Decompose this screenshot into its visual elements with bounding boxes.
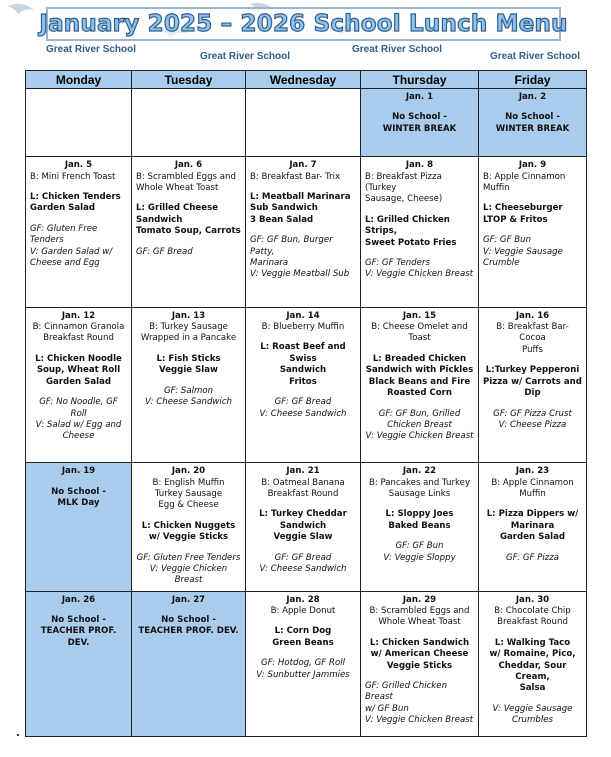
breakfast-item: B: Scrambled Eggs and: [369, 605, 470, 616]
alternative-option: Crumbles: [512, 715, 553, 726]
breakfast-item: Puffs: [522, 344, 543, 355]
day-cell: [479, 463, 587, 591]
lunch-item: L: Meatball Marinara: [250, 192, 351, 203]
date-label: Jan. 12: [61, 310, 96, 321]
day-cell-no-school: [361, 89, 479, 157]
breakfast-item: B: Breakfast Bar- Cocoa: [496, 322, 569, 344]
lunch-item: L: Turkey Cheddar: [259, 509, 347, 520]
date-label: Jan. 16: [515, 310, 550, 321]
date-label: Jan. 13: [171, 310, 206, 321]
breakfast-item: Egg & Cheese: [158, 500, 219, 511]
day-cell: [479, 591, 587, 736]
alternative-option: V: Garden Salad w/: [30, 246, 113, 257]
day-header: Wednesday: [246, 71, 361, 89]
day-cell: [361, 591, 479, 736]
breakfast-item: B: Mini French Toast: [30, 171, 116, 182]
lunch-item: Dip: [524, 388, 541, 399]
breakfast-item: Whole Wheat Toast: [378, 617, 461, 628]
school-logo: [46, 44, 136, 55]
breakfast-item: B: English Muffin: [152, 477, 225, 488]
alternative-option: GF: Grilled Chicken Breast: [365, 680, 448, 703]
day-cell-empty: [26, 89, 132, 157]
date-label: Jan. 21: [286, 466, 320, 477]
lunch-item: L: Chicken Noodle: [35, 353, 122, 364]
date-label: Jan. 1: [405, 92, 434, 102]
lunch-item: Sandwich: [279, 520, 327, 531]
no-school-reason: TEACHER PROF. DEV.: [40, 626, 117, 648]
alternative-option: GF: Hotdog, GF Roll: [261, 658, 345, 669]
breakfast-item: Muffin: [483, 183, 510, 194]
lunch-item: Salsa: [519, 683, 546, 694]
breakfast-item: B: Apple Donut: [270, 605, 336, 616]
lunch-item: Garden Salad: [499, 532, 566, 543]
alternative-option: V: Veggie Chicken Breast: [365, 431, 474, 442]
date-label: Jan. 2: [518, 92, 547, 102]
alternative-option: GF: GF Bun, Burger Patty,: [250, 235, 333, 257]
date-label: Jan. 6: [174, 160, 203, 171]
breakfast-item: Whole Wheat Toast: [136, 183, 219, 194]
breakfast-item: Wrapped in a Pancake: [140, 333, 237, 344]
day-header: Tuesday: [132, 71, 246, 89]
lunch-item: Green Beans: [272, 637, 334, 648]
day-cell: [26, 157, 132, 307]
lunch-item: L: Chicken Sandwich: [369, 637, 470, 648]
day-cell: [479, 307, 587, 462]
day-cell: [132, 157, 246, 307]
alternative-option: Marinara: [250, 258, 289, 269]
date-label: Jan. 9: [518, 160, 547, 171]
alternative-option: V: Cheese Pizza: [498, 419, 567, 430]
alternative-option: V: Veggie Sloppy: [383, 552, 456, 563]
alternative-option: GF: GF Bun: [483, 235, 532, 246]
logo-text: Great River School: [46, 44, 137, 55]
alternative-option: V: Veggie Chicken Breast: [149, 563, 228, 586]
alternative-option: V: Cheese Sandwich: [259, 563, 347, 574]
lunch-item: Marinara: [510, 520, 555, 531]
breakfast-item: Breakfast Round: [497, 617, 568, 628]
date-label: Jan. 26: [61, 594, 96, 605]
date-label: Jan. 30: [515, 594, 550, 605]
lunch-item: Tomato Soup, Carrots: [136, 226, 241, 237]
lunch-item: Fritos: [289, 376, 317, 387]
lunch-item: Pizza w/ Carrots and: [483, 376, 582, 387]
stray-mark: [17, 734, 19, 736]
date-label: Jan. 23: [515, 466, 550, 477]
date-label: Jan. 29: [402, 594, 437, 605]
breakfast-item: B: Breakfast Bar- Trix: [250, 171, 341, 182]
breakfast-item: Breakfast Round: [267, 488, 339, 499]
day-cell-empty: [132, 89, 246, 157]
day-cell-no-school: [479, 89, 587, 157]
date-label: Jan. 7: [289, 160, 317, 171]
day-cell: [26, 307, 132, 462]
alternative-option: GF: No Noodle, GF Roll: [39, 397, 118, 419]
date-label: Jan. 15: [402, 310, 437, 321]
no-school-notice: No School -: [505, 112, 560, 123]
lunch-item: L: Chicken Tenders: [30, 192, 121, 203]
lunch-item: L: Grilled Cheese: [136, 203, 219, 214]
no-school-notice: No School -: [161, 614, 216, 625]
lunch-item: Baked Beans: [388, 520, 451, 531]
menu-title: January 2025 – 2026 School Lunch Menu: [39, 11, 568, 37]
week-row: [26, 89, 587, 157]
day-cell: [246, 463, 361, 591]
no-school-notice: No School -: [392, 112, 447, 123]
lunch-item: w/ Romaine, Pico,: [489, 649, 576, 660]
school-logo: [352, 44, 442, 55]
day-cell: [246, 307, 361, 462]
breakfast-item: Sausage, Cheese): [365, 194, 443, 205]
alternative-option: GF: Gluten Free Tenders: [136, 552, 241, 563]
school-logo: [490, 51, 580, 62]
day-cell-empty: [246, 89, 361, 157]
breakfast-item: B: Blueberry Muffin: [261, 322, 345, 333]
day-cell: [361, 157, 479, 307]
alternative-option: GF: GF Tenders: [365, 258, 430, 269]
date-label: Jan. 8: [405, 160, 434, 171]
lunch-item: Black Beans and Fire: [368, 376, 471, 387]
day-cell-no-school: [132, 591, 246, 736]
date-label: Jan. 5: [64, 160, 93, 171]
breakfast-item: Muffin: [519, 488, 546, 499]
day-header: Monday: [26, 71, 132, 89]
lunch-item: L: Roast Beef and Swiss: [260, 342, 346, 364]
lunch-item: L: Breaded Chicken: [372, 353, 467, 364]
logo-text: Great River School: [352, 44, 443, 55]
day-cell: [132, 307, 246, 462]
date-label: Jan. 27: [171, 594, 206, 605]
lunch-item: L: Pizza Dippers w/: [486, 509, 579, 520]
lunch-item: 3 Bean Salad: [250, 214, 314, 225]
no-school-reason: TEACHER PROF. DEV.: [138, 626, 239, 637]
day-header: Thursday: [361, 71, 479, 89]
day-cell-no-school: [26, 463, 132, 591]
lunch-item: Soup, Wheat Roll: [36, 365, 121, 376]
lunch-item: w/ American Cheese: [370, 649, 469, 660]
alternative-option: V: Veggie Sausage: [492, 703, 573, 714]
lunch-item: Veggie Slaw: [273, 532, 333, 543]
no-school-notice: No School -: [51, 486, 106, 497]
lunch-item: Sub Sandwich: [250, 203, 318, 214]
day-cell: [132, 463, 246, 591]
alternative-option: GF: GF Bread: [274, 552, 332, 563]
week-row: [26, 591, 587, 736]
lunch-item: L: Corn Dog: [274, 626, 332, 637]
alternative-option: GF: GF Pizza: [505, 552, 560, 563]
alternative-option: GF: GF Bread: [136, 246, 193, 257]
breakfast-item: Breakfast Round: [43, 333, 114, 344]
day-header: Friday: [479, 71, 587, 89]
alternative-option: V: Cheese Sandwich: [259, 408, 347, 419]
alternative-option: Chicken Breast: [387, 419, 452, 430]
lunch-item: Veggie Sticks: [386, 660, 453, 671]
breakfast-item: B: Scrambled Eggs and: [136, 171, 236, 182]
alternative-option: GF: GF Bun: [395, 541, 444, 552]
day-cell: [246, 591, 361, 736]
breakfast-item: B: Cheese Omelet and: [371, 322, 468, 333]
breakfast-item: B: Pancakes and Turkey: [368, 477, 471, 488]
day-cell: [361, 307, 479, 462]
lunch-item: Sandwich: [136, 214, 183, 225]
alternative-option: GF: Salmon: [163, 385, 214, 396]
day-cell: [246, 157, 361, 307]
lunch-menu-table: [25, 70, 587, 737]
alternative-option: GF: Gluten Free Tenders: [30, 223, 98, 246]
lunch-item: Sandwich with Pickles: [365, 365, 474, 376]
week-row: [26, 157, 587, 307]
lunch-item: L: Cheeseburger: [483, 203, 563, 214]
breakfast-item: B: Oatmeal Banana: [261, 477, 345, 488]
lunch-item: L: Sloppy Joes: [385, 509, 454, 520]
alternative-option: GF: GF Pizza Crust: [493, 408, 572, 419]
alternative-option: Cheese: [62, 431, 95, 442]
breakfast-item: B: Breakfast Pizza (Turkey: [365, 171, 442, 194]
header-banner: [0, 0, 611, 68]
breakfast-item: Toast: [408, 333, 431, 344]
day-header-row: [26, 71, 587, 89]
date-label: Jan. 20: [171, 466, 206, 477]
no-school-reason: MLK Day: [57, 497, 100, 508]
lunch-item: Cheddar, Sour Cream,: [498, 660, 567, 682]
lunch-item: LTOP & Fritos: [483, 214, 548, 225]
day-cell-no-school: [26, 591, 132, 736]
lunch-item: Veggie Slaw: [159, 365, 218, 376]
lunch-item: Garden Salad: [30, 203, 96, 214]
lunch-item: Sweet Potato Fries: [365, 237, 457, 248]
lunch-item: L: Grilled Chicken Strips,: [365, 214, 450, 237]
lunch-item: w/ Veggie Sticks: [148, 532, 229, 543]
alternative-option: V: Veggie Chicken Breast: [365, 269, 474, 280]
date-label: Jan. 14: [286, 310, 320, 321]
alternative-option: V: Veggie Chicken Breast: [365, 715, 474, 726]
lunch-item: L: Fish Sticks: [156, 353, 221, 364]
lunch-item: Roasted Corn: [386, 388, 453, 399]
no-school-reason: WINTER BREAK: [382, 123, 457, 134]
week-row: [26, 307, 587, 462]
breakfast-item: B: Turkey Sausage: [149, 322, 228, 333]
breakfast-item: Sausage Links: [388, 488, 451, 499]
title-frame: [39, 7, 568, 41]
no-school-reason: WINTER BREAK: [495, 123, 570, 134]
alternative-option: Crumble: [483, 258, 520, 269]
breakfast-item: B: Apple Cinnamon: [491, 477, 574, 488]
day-cell: [361, 463, 479, 591]
week-row: [26, 463, 587, 591]
date-label: Jan. 19: [61, 466, 96, 477]
lunch-item: Sandwich: [279, 365, 327, 376]
alternative-option: V: Veggie Meatball Sub: [250, 269, 350, 280]
alternative-option: GF: GF Bread: [274, 397, 332, 408]
breakfast-item: B: Chocolate Chip: [494, 605, 571, 616]
date-label: Jan. 22: [402, 466, 437, 477]
alternative-option: V: Sunbutter Jammies: [256, 669, 350, 680]
breakfast-item: B: Cinnamon Granola: [32, 322, 125, 333]
lunch-item: Garden Salad: [45, 376, 112, 387]
logo-text: Great River School: [490, 51, 581, 62]
alternative-option: Cheese and Egg: [30, 258, 100, 269]
alternative-option: GF: GF Bun, Grilled: [378, 408, 461, 419]
school-logo: [200, 51, 290, 62]
date-label: Jan. 28: [286, 594, 320, 605]
alternative-option: w/ GF Bun: [365, 703, 409, 714]
breakfast-item: Turkey Sausage: [154, 488, 223, 499]
day-cell: [479, 157, 587, 307]
lunch-item: L:Turkey Pepperoni: [485, 365, 580, 376]
alternative-option: V: Salad w/ Egg and: [35, 419, 122, 430]
breakfast-item: B: Apple Cinnamon: [483, 171, 566, 182]
no-school-notice: No School -: [51, 614, 106, 625]
logo-text: Great River School: [200, 51, 291, 62]
alternative-option: V: Veggie Sausage: [483, 246, 563, 257]
lunch-item: L: Walking Taco: [494, 637, 571, 648]
alternative-option: V: Cheese Sandwich: [144, 397, 232, 408]
lunch-item: L: Chicken Nuggets: [141, 520, 236, 531]
